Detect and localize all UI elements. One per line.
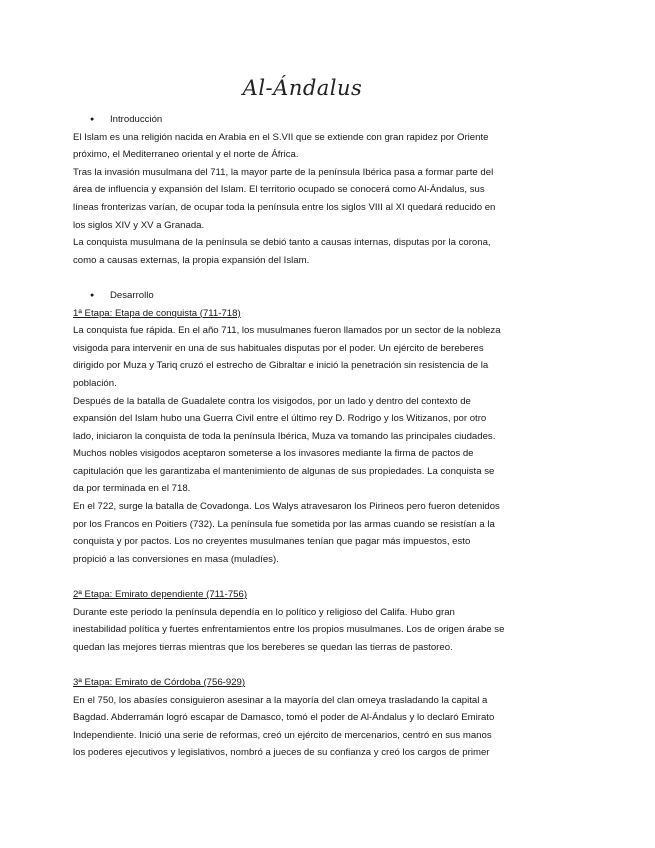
text-line: conquista y por pactos. Los no creyentes musulmanes tenían que pagar más impuestos, esto (73, 536, 471, 548)
document-body (73, 111, 533, 762)
intro-label: Introducción (110, 114, 163, 125)
text-line: quedan las mejores tierras mientras que los bereberes se quedan las tierras de pastoreo. (73, 641, 453, 653)
text-line: propició a las conversiones en masa (muladíes). (73, 553, 279, 565)
text-line: como a causas externas, la propia expansión del Islam. (73, 254, 310, 266)
spacer (73, 269, 533, 287)
text-line: por los Francos en Poitiers (732). La península fue sometida por las armas cuando se resistían a la (73, 518, 495, 530)
text-line: La conquista fue rápida. En el año 711, los musulmanes fueron llamados por un sector de la nobleza (73, 325, 501, 337)
text-line: da por terminada en el 718. (73, 483, 191, 495)
stage-heading: 1ª Etapa: Etapa de conquista (711-718) (73, 307, 241, 319)
text-line: capitulación que les garantizaba el mantenimiento de algunas de sus propiedades. La conquista se (73, 465, 495, 477)
stage-paragraph (73, 692, 533, 762)
text-line: los siglos XIV y XV a Granada. (73, 219, 205, 231)
text-line: dirigido por Muza y Tariq cruzó el estrecho de Gibraltar e inició la penetración sin resistencia de la (73, 360, 489, 372)
text-line: los poderes ejecutivos y legislativos, nombró a jueces de su confianza y creó los cargos de primer (73, 747, 490, 759)
text-line: Durante este periodo la península dependía en lo político y religioso del Califa. Hubo gran (73, 606, 455, 618)
text-line: Independiente. Inició una serie de reformas, creó un ejército de mercenarios, centró en sus manos (73, 729, 492, 741)
text-line: Después de la batalla de Guadalete contra los visigodos, por un lado y dentro del contexto de (73, 395, 471, 407)
text-line: población. (73, 377, 117, 389)
text-line: lado, iniciaron la conquista de toda la península Ibérica, Muza va tomando las principales ciudades. (73, 430, 496, 442)
intro-bullet (73, 111, 533, 129)
development-label: Desarrollo (110, 289, 154, 301)
bullet-icon: ● (90, 116, 95, 123)
text-line: inestabilidad política y fuertes enfrentamientos entre los propios musulmanes. Los de origen árabe se (73, 624, 505, 636)
text-line: visigoda para intervenir en una de sus habituales disputas por el poder. Un ejército de bereberes (73, 342, 484, 354)
text-line: Tras la invasión musulmana del 711, la mayor parte de la península Ibérica pasa a formar parte del (73, 166, 494, 178)
stage-heading: 3ª Etapa: Emirato de Córdoba (756-929) (73, 677, 246, 688)
development-bullet (73, 287, 533, 305)
bullet-icon: ● (90, 291, 95, 299)
text-line: En el 722, surge la batalla de Covadonga. Los Walys atravesaron los Pirineos pero fueron detenidos (73, 501, 500, 513)
text-line: En el 750, los abasíes consiguieron asesinar a la mayoría del clan omeya trasladando la capital a (73, 694, 488, 706)
text-line: El Islam es una religión nacida en Arabia en el S.VII que se extiende con gran rapidez por Oriente (73, 131, 489, 143)
spacer (73, 656, 533, 674)
text-line: expansión del Islam hubo una Guerra Civil entre el último rey D. Rodrigo y los Witizanos, por otro (73, 413, 487, 425)
text-line: La conquista musulmana de la península se debió tanto a causas internas, disputas por la corona, (73, 237, 491, 249)
intro-paragraph (73, 129, 533, 270)
spacer (73, 568, 533, 586)
text-line: Bagdad. Abderramán logró escapar de Damasco, tomó el poder de Al-Ándalus y lo declaró Emirato (73, 712, 495, 724)
text-line: área de influencia y expansión del Islam. El territorio ocupado se conocerá como Al-Ándalus, sus (73, 184, 485, 196)
document-title: Al-Ándalus (242, 76, 363, 100)
stage-paragraph (73, 604, 533, 657)
text-line: próximo, el Mediterraneo oriental y el norte de África. (73, 149, 299, 161)
text-line: Muchos nobles visigodos aceptaron someterse a los invasores mediante la firma de pactos de (73, 448, 474, 460)
text-line: líneas fronterizas varían, de ocupar toda la península entre los siglos VIII al XI quedará reducido en (73, 201, 496, 213)
stage-heading: 2ª Etapa: Emirato dependiente (711-756) (73, 589, 248, 601)
stage-paragraph (73, 322, 533, 568)
